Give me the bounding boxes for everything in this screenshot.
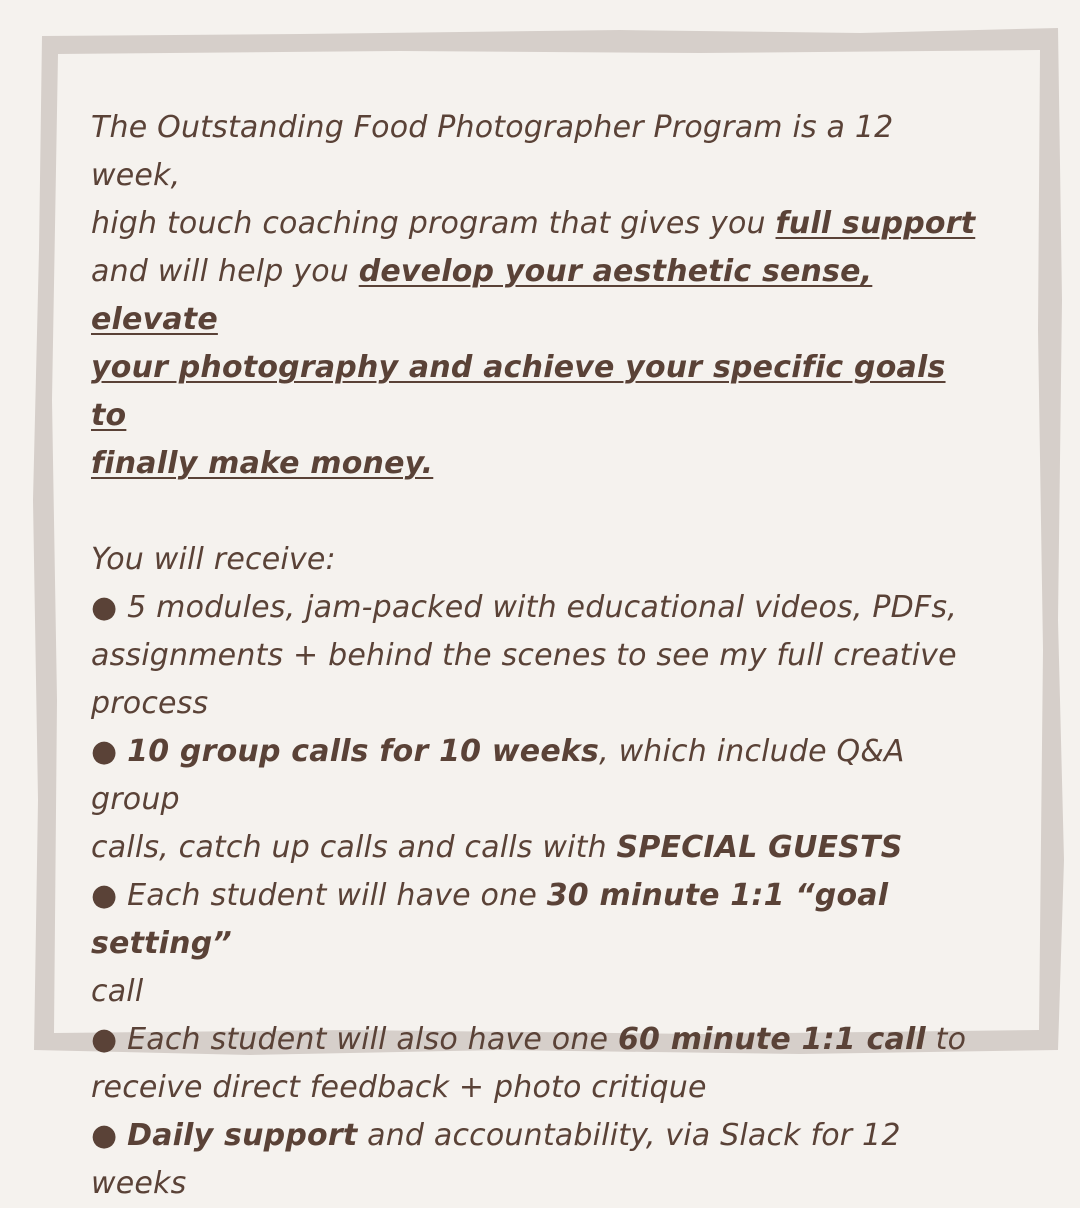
bullet-icon: ● (91, 878, 118, 913)
bullet-icon: ● (91, 1022, 118, 1057)
bullet-icon: ● (91, 734, 118, 769)
intro-line-3: and will help you develop your aesthetic sense, elevate (91, 254, 873, 337)
list-item: ● Each student will have one 30 minute 1:1 “goal setting” (91, 878, 889, 961)
goals-highlight-2: your photography and achieve your specific goals to (91, 350, 946, 433)
intro-line-4 (91, 344, 991, 440)
spacer (91, 488, 991, 536)
program-description: The Outstanding Food Photographer Program is a 12 week, high touch coaching program that gives you full support and will help you develop your aesthetic sense, elevate your photography and achieve your specific goals to finally make money. You will receive: ● 5 modules, jam-packed with educational videos, PDFs, assignments + behind the scenes to see my full creative process ● 10 group calls for 10 weeks, which include Q&A group calls, catch up calls and calls with SPECIAL GUESTS ● Each student will have one 30 minute 1:1 “goal setting” call ● Each student will also have one 60 minute 1:1 call to receive direct feedback + photo critique ● Daily support and accountability, via Slack for 12 weeks (91, 104, 991, 1208)
full-support-highlight: full support (775, 206, 976, 241)
list-item: ● Each student will also have one 60 minute 1:1 call to (91, 1022, 967, 1057)
receive-heading: You will receive: (91, 542, 336, 577)
intro-line-1: The Outstanding Food Photographer Program is a 12 week, (91, 110, 894, 193)
list-item: ● 10 group calls for 10 weeks, which include Q&A group (91, 734, 905, 817)
list-item: ● Daily support and accountability, via Slack for 12 weeks (91, 1118, 901, 1201)
intro-line-2: high touch coaching program that gives you full support (91, 206, 976, 241)
list-item: ● 5 modules, jam-packed with educational videos, PDFs, (91, 590, 957, 625)
intro-line-5 (91, 440, 991, 488)
bullet-icon: ● (91, 590, 118, 625)
bullet-icon: ● (91, 1118, 118, 1153)
goals-highlight-1: develop your aesthetic sense, elevate (91, 254, 873, 337)
goals-highlight-3: finally make money. (91, 446, 434, 481)
